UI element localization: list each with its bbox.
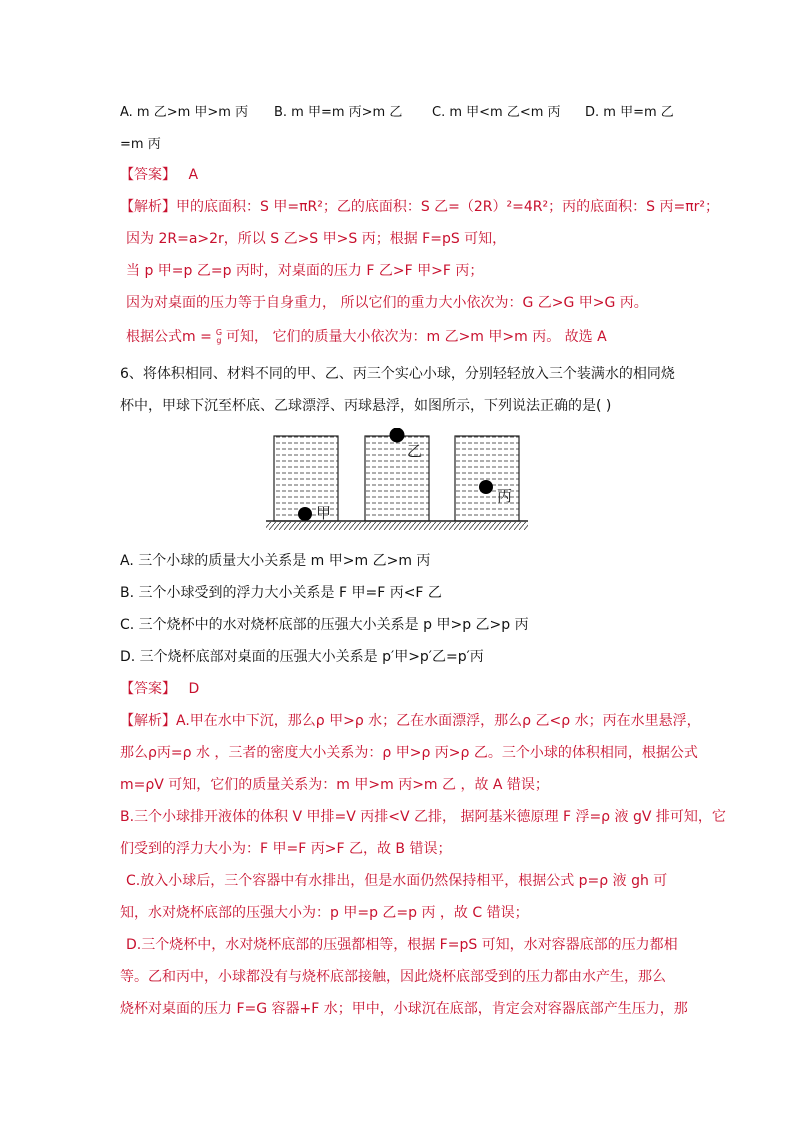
analysis-6-line-8: D.三个烧杯中，水对烧杯底部的压强都相等，根据 F=pS 可知，水对容器底部的压力都相 [126, 937, 678, 953]
analysis-5-line-5 [126, 328, 607, 346]
analysis-tag: 【解析】 [120, 713, 176, 729]
analysis-6-line-4: B.三个小球排开液体的体积 V 甲排=V 丙排<V 乙排， 据阿基米德原理 F 浮=ρ 液 gV 排可知，它 [120, 809, 726, 825]
ball-yi [390, 428, 405, 443]
label-bing: 丙 [497, 487, 513, 505]
option-c-prev: C. m 甲<m 乙<m 丙 [432, 105, 561, 120]
beakers-figure [264, 428, 530, 536]
option-d-prev: D. m 甲=m 乙 [585, 105, 674, 120]
answer-value: D [188, 681, 200, 697]
answer-tag: 【答案】 [120, 681, 176, 697]
answer-value: A [188, 167, 199, 183]
option-d-prev-cont: =m 丙 [120, 137, 161, 152]
formula-fraction [216, 329, 222, 345]
ball-jia [298, 507, 312, 521]
answer-6 [120, 680, 199, 698]
analysis-6-line-2: 那么ρ丙=ρ 水 ，三者的密度大小关系为：ρ 甲>ρ 丙>ρ 乙。三个小球的体积相同，根据公式 [120, 745, 698, 761]
analysis-6-line-6: C.放入小球后，三个容器中有水排出，但是水面仍然保持相平，根据公式 p=ρ 液 gh 可 [126, 873, 668, 889]
analysis-5-line-1 [120, 198, 719, 216]
question-6-line-2: 杯中，甲球下沉至杯底、乙球漂浮、丙球悬浮，如图所示，下列说法正确的是( ) [120, 398, 612, 414]
analysis-5-line-4: 因为对桌面的压力等于自身重力， 所以它们的重力大小依次为：G 乙>G 甲>G 丙。 [126, 295, 648, 311]
label-jia: 甲 [316, 504, 332, 522]
analysis-tag: 【解析】 [120, 199, 176, 215]
analysis-5-line-2: 因为 2R=a>2r，所以 S 乙>S 甲>S 丙；根据 F=pS 可知， [126, 231, 507, 247]
formula-suffix: 可知， 它们的质量大小依次为：m 乙>m 甲>m 丙。 故选 A [226, 329, 607, 345]
answer-5 [120, 166, 198, 184]
analysis-6-line-3: m=ρV 可知，它们的质量关系为：m 甲>m 丙>m 乙 ，故 A 错误； [120, 777, 549, 793]
option-d: D. 三个烧杯底部对桌面的压强大小关系是 p′甲>p′乙=p′丙 [120, 649, 484, 665]
option-b-prev: B. m 甲=m 丙>m 乙 [274, 105, 403, 120]
analysis-6-line-10: 烧杯对桌面的压力 F=G 容器+F 水；甲中，小球沉在底部，肯定会对容器底部产生压力，那 [120, 1001, 688, 1017]
label-yi: 乙 [407, 442, 423, 460]
analysis-6-line-9: 等。乙和丙中，小球都没有与烧杯底部接触，因此烧杯底部受到的压力都由水产生，那么 [120, 969, 666, 985]
answer-tag: 【答案】 [120, 167, 176, 183]
beaker-jia [274, 436, 338, 522]
analysis-5-line-3: 当 p 甲=p 乙=p 丙时，对桌面的压力 F 乙>F 甲>F 丙； [126, 263, 484, 279]
ball-bing [479, 480, 493, 494]
table-hatch [266, 522, 528, 530]
option-c: C. 三个烧杯中的水对烧杯底部的压强大小关系是 p 甲>p 乙>p 丙 [120, 617, 529, 633]
beaker-bing [455, 436, 519, 521]
analysis-6-line-7: 知，水对烧杯底部的压强大小为：p 甲=p 乙=p 丙 ，故 C 错误； [120, 905, 529, 921]
formula-prefix: 根据公式m = [126, 329, 212, 345]
analysis-6-line-5: 们受到的浮力大小为：F 甲=F 丙>F 乙，故 B 错误； [120, 841, 452, 857]
fraction-numerator: G [215, 328, 223, 337]
analysis-6-line-1 [120, 712, 701, 730]
option-a-prev: A. m 乙>m 甲>m 丙 [120, 105, 249, 120]
analysis-text: A.甲在水中下沉，那么ρ 甲>ρ 水；乙在水面漂浮，那么ρ 乙<ρ 水；丙在水里悬浮， [176, 713, 701, 729]
question-6-line-1: 6、将体积相同、材料不同的甲、乙、丙三个实心小球，分别轻轻放入三个装满水的相同烧 [120, 366, 675, 382]
analysis-text: 甲的底面积：S 甲=πR²；乙的底面积：S 乙=（2R）²=4R²；丙的底面积：S 丙=πr²； [176, 199, 719, 215]
beaker-yi [365, 428, 429, 521]
option-a: A. 三个小球的质量大小关系是 m 甲>m 乙>m 丙 [120, 553, 431, 569]
fraction-denominator: g [216, 336, 222, 345]
option-b: B. 三个小球受到的浮力大小关系是 F 甲=F 丙<F 乙 [120, 585, 442, 601]
